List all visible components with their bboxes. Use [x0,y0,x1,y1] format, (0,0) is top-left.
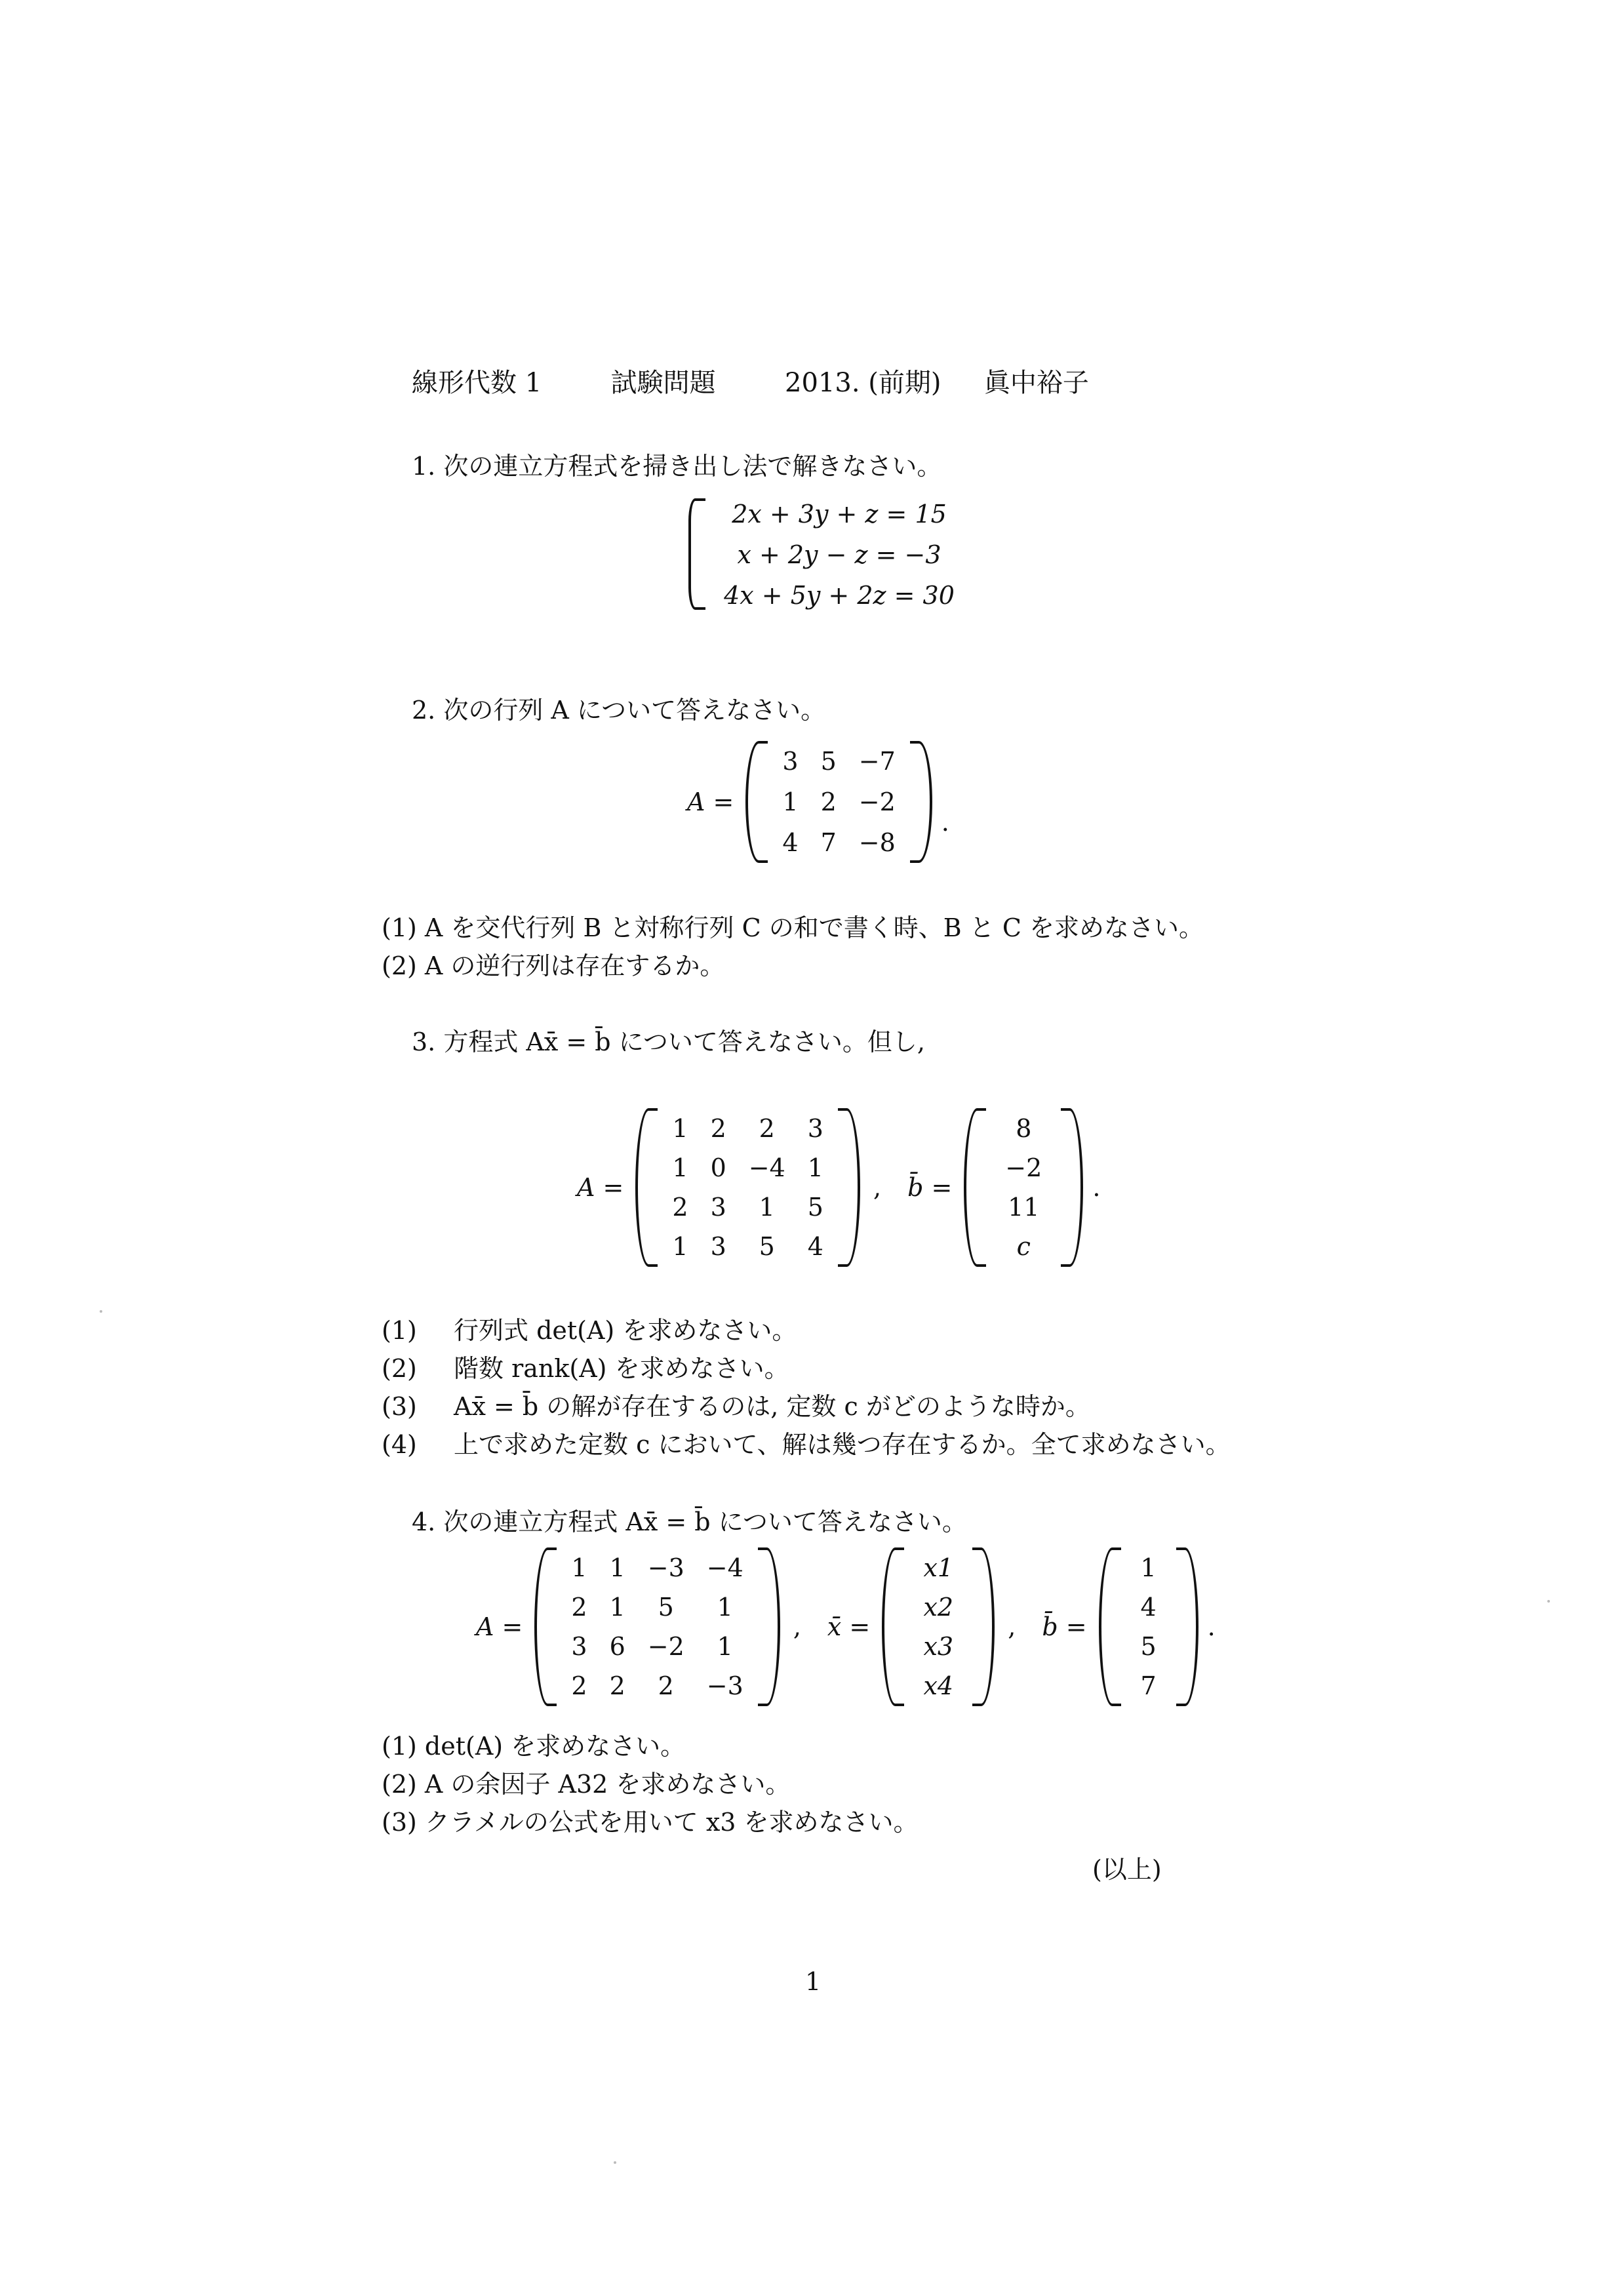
left-paren [635,1108,658,1267]
q2-prompt: 2. 次の行列 A について答えなさい。 [412,696,826,725]
subquestion-text: 階数 rank(A) を求めなさい。 [454,1354,789,1383]
matrix-cell: 1 [609,1593,625,1622]
q3-subquestion-4 [382,1424,1231,1460]
matrix-cell: 5 [759,1232,775,1261]
q4-matrix-A [534,1547,780,1706]
matrix-cell: 1 [759,1193,775,1222]
q4-comma-1: , [793,1612,801,1641]
vector-cell: 1 [1140,1553,1157,1582]
q4-comma-2: , [1008,1612,1016,1641]
matrix-cell: 5 [658,1593,674,1622]
subquestion-number: (2) [382,1354,417,1383]
matrix-cell: 2 [710,1114,726,1143]
matrix-cell: 2 [672,1193,688,1222]
matrix-cell: 1 [672,1153,688,1182]
vector-cell: x4 [923,1671,954,1700]
q4-prompt: 4. 次の連立方程式 Ax̄ = b̄ について答えなさい。 [412,1507,967,1536]
right-paren [1061,1108,1083,1267]
q4-b-label: b̄ = [1042,1612,1087,1641]
vector-cell: x2 [923,1593,954,1622]
matrix-cell: 7 [820,828,837,857]
matrix-cell: −4 [706,1553,743,1582]
right-paren [838,1108,860,1267]
vector-cell: x1 [923,1553,954,1582]
matrix-cell: 1 [717,1632,733,1661]
q4-vector-x [882,1547,995,1706]
q4-subquestion-2: (2) A の余因子 A32 を求めなさい。 [382,1770,791,1799]
matrix-cell: 2 [571,1671,587,1700]
subquestion-text: 上で求めた定数 c において、解は幾つ存在するか。全て求めなさい。 [454,1430,1231,1459]
q3-vector-b [964,1108,1083,1267]
matrix-cell: 1 [609,1553,625,1582]
vector-cell: 4 [1140,1593,1157,1622]
right-paren [1176,1547,1198,1706]
q2-matrix-label: A = [687,788,734,816]
q3-A-label: A = [577,1173,624,1202]
matrix-cell: 3 [782,747,799,776]
matrix-cell: −3 [706,1671,743,1700]
course-title: 線形代数 1 [412,368,542,398]
q3-comma: , [873,1173,882,1202]
matrix-cell: 1 [782,788,799,816]
q3-period: . [1092,1173,1101,1202]
q4-subquestion-3: (3) クラメルの公式を用いて x3 を求めなさい。 [382,1808,919,1837]
q1-equation-1: 2x + 3y + z = 15 [732,500,947,529]
matrix-cell: 5 [807,1193,823,1222]
scan-speck [100,1310,102,1313]
matrix-cell: 2 [609,1671,625,1700]
subquestion-number: (4) [382,1430,417,1459]
subquestion-number: (1) [382,1316,417,1345]
left-paren [964,1108,986,1267]
q2-subquestion-1: (1) A を交代行列 B と対称行列 C の和で書く時、B と C を求めなさい。 [382,913,1204,942]
matrix-cell: 1 [717,1593,733,1622]
matrix-cell: −4 [748,1153,785,1182]
vector-cell: 5 [1140,1632,1157,1661]
left-paren [1099,1547,1121,1706]
q3-subquestion-3 [382,1386,1090,1422]
matrix-cell: 4 [807,1232,823,1261]
vector-cell: c [1016,1232,1031,1261]
q2-period: . [941,808,949,837]
exam-author: 眞中裕子 [983,368,1089,398]
q4-subquestion-1: (1) det(A) を求めなさい。 [382,1732,686,1761]
q3-matrix-expression [577,1108,1100,1267]
left-paren [882,1547,904,1706]
matrix-cell: 4 [782,828,799,857]
matrix-cell: 2 [658,1671,674,1700]
matrix-cell: 5 [820,747,837,776]
right-paren [972,1547,995,1706]
vector-cell: 11 [1008,1193,1040,1222]
q2-matrix-expression [687,741,949,863]
matrix-cell: 1 [672,1232,688,1261]
subquestion-text: 行列式 det(A) を求めなさい。 [454,1316,797,1345]
q3-subquestion-2 [382,1348,789,1384]
q3-b-label: b̄ = [907,1173,953,1202]
q2-subquestion-2: (2) A の逆行列は存在するか。 [382,951,725,980]
q1-equation-3: 4x + 5y + 2z = 30 [724,581,955,610]
scan-speck [1547,1600,1550,1603]
page-number: 1 [805,1967,822,1996]
left-paren [534,1547,557,1706]
exam-title: 試験問題 [610,368,716,398]
matrix-cell: 3 [807,1114,823,1143]
matrix-cell: −2 [647,1632,684,1661]
q4-period: . [1207,1612,1216,1641]
matrix-cell: 6 [609,1632,625,1661]
q4-x-label: x̄ = [827,1612,871,1641]
q4-matrix-expression [476,1547,1216,1706]
matrix-cell: 3 [710,1232,726,1261]
q2-matrix-A [745,741,932,863]
vector-cell: 7 [1140,1671,1157,1700]
subquestion-text: Ax̄ = b̄ の解が存在するのは, 定数 c がどのような時か。 [454,1392,1090,1421]
subquestion-number: (3) [382,1392,417,1421]
matrix-cell: 3 [710,1193,726,1222]
q3-subquestion-1 [382,1310,797,1346]
vector-cell: 8 [1016,1114,1032,1143]
matrix-cell: 0 [710,1153,726,1182]
matrix-cell: −8 [858,828,896,857]
vector-cell: −2 [1005,1153,1042,1182]
matrix-cell: 1 [807,1153,823,1182]
q1-equation-2: x + 2y − z = −3 [737,540,941,569]
right-paren [910,741,932,863]
q3-matrix-A [635,1108,860,1267]
matrix-cell: −2 [858,788,896,816]
left-paren [745,741,768,863]
matrix-cell: −7 [858,747,896,776]
q3-prompt: 3. 方程式 Ax̄ = b̄ について答えなさい。但し, [412,1028,926,1056]
matrix-cell: −3 [647,1553,684,1582]
matrix-cell: 2 [759,1114,775,1143]
matrix-cell: 3 [571,1632,587,1661]
q1-prompt: 1. 次の連立方程式を掃き出し法で解きなさい。 [412,452,942,481]
exam-header [412,362,1089,399]
matrix-cell: 1 [672,1114,688,1143]
matrix-cell: 2 [820,788,837,816]
matrix-cell: 2 [571,1593,587,1622]
exam-term: 2013. (前期) [785,368,941,398]
q4-A-label: A = [476,1612,523,1641]
q4-vector-b [1099,1547,1198,1706]
right-paren [758,1547,780,1706]
closing-mark: (以上) [1092,1855,1162,1884]
matrix-cell: 1 [571,1553,587,1582]
scan-speck [614,2161,616,2164]
vector-cell: x3 [923,1632,954,1661]
